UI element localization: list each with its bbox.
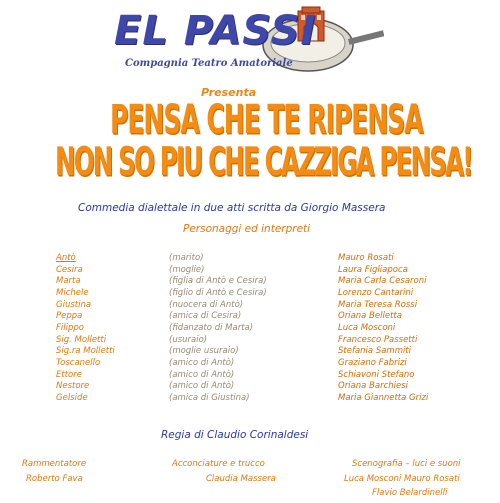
list-item: Oriana Barchiesi [338,381,409,392]
list-item: Cesira [56,264,83,275]
prompter-name: Roberto Fava [26,474,83,484]
list-item: Peppa [56,311,83,322]
list-item: (usuraio) [169,334,208,345]
list-item: Laura Figliapoca [338,264,408,275]
list-item: Sig.ra Molletti [56,346,115,357]
list-item: Giustina [56,299,92,310]
list-item: Maria Teresa Rossi [338,299,418,310]
list-item: Oriana Belletta [338,311,402,322]
hair-makeup-name: Claudia Massera [206,474,276,484]
characters-column [56,253,166,405]
list-item: Maria Carla Cesaroni [338,276,427,287]
list-item: (amico di Antò) [169,357,235,368]
logo-wordmark: EL PASSI [114,8,317,54]
director-credit: Regia di Claudio Corinaldesi [161,429,309,441]
actors-column [338,253,478,405]
list-item: Filippo [56,322,84,333]
hair-makeup-label: Acconciature e trucco [172,459,265,469]
list-item: Toscanello [56,357,101,368]
list-item: Marta [56,276,81,287]
list-item: Graziano Fabrizi [338,357,407,368]
list-item: Maria Giannetta Grizi [338,392,429,403]
list-item: (nuocera di Antò) [169,299,244,310]
list-item: Lorenzo Cantarini [338,287,414,298]
cast-heading: Personaggi ed interpreti [183,223,311,235]
list-item: (marito) [169,253,204,263]
list-item: Nestore [56,381,90,392]
list-item: (figlio di Antò e Cesira) [169,287,267,298]
title-line-2: NON SO PIU CHE CAZZIGA PENSA! [55,138,472,185]
list-item: Francesco Passetti [338,334,418,345]
set-design-names-2: Flavio Belardinelli [372,488,448,498]
list-item: Gelside [56,392,88,403]
list-item: Sig. Molletti [56,334,107,345]
roles-column [169,253,329,405]
list-item: (moglie) [169,264,205,275]
list-item: (amico di Antò) [169,381,235,392]
list-item: Michele [56,287,89,298]
list-item: Luca Mosconi [338,322,396,333]
set-design-names: Luca Mosconi Mauro Rosati [344,474,460,484]
list-item: Stefania Sammiti [338,346,412,357]
list-item: Antò [56,253,76,263]
company-name: Compagnia Teatro Amatoriale [125,58,293,69]
list-item: (amica di Cesira) [169,311,242,322]
logo [112,0,382,78]
list-item: Ettore [56,369,82,380]
title-line-1: PENSA CHE TE RIPENSA [110,96,423,143]
list-item: (fidanzato di Marta) [169,322,254,333]
list-item: (moglie usuraio) [169,346,239,357]
list-item: (amico di Antò) [169,369,235,380]
set-design-label: Scenografia – luci e suoni [352,459,461,469]
list-item: Schiavoni Stefano [338,369,415,380]
subtitle: Commedia dialettale in due atti scritta da Giorgio Massera [78,202,386,214]
list-item: (amica di Giustina) [169,392,250,403]
presenta-label: Presenta [201,86,257,99]
prompter-label: Rammentatore [22,459,87,469]
list-item: Mauro Rosati [338,253,394,263]
list-item: (figlia di Antò e Cesira) [169,276,267,287]
